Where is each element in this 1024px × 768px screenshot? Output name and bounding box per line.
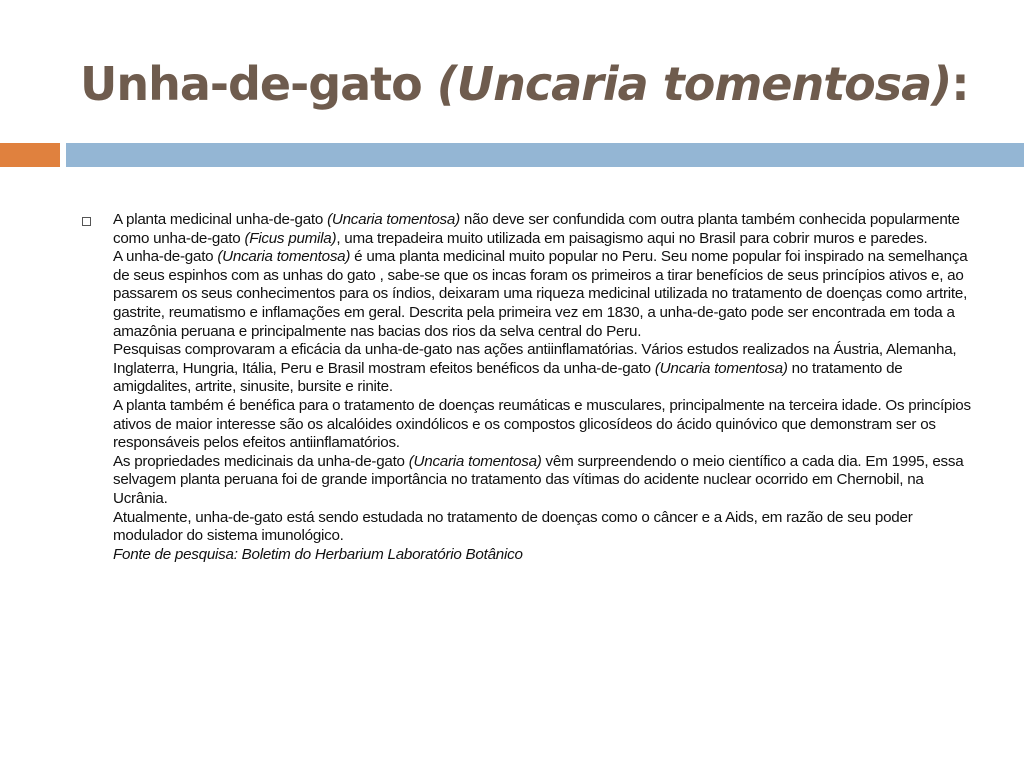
body-text-run: não deve ser confundida com outra planta também conhecida popularmente como unha-de-gato [113, 211, 960, 247]
body-paragraph [113, 211, 982, 248]
content-area [82, 211, 982, 564]
accent-bar-blue [66, 143, 1024, 167]
body-paragraph [113, 453, 982, 509]
bullet-item [82, 211, 982, 564]
body-paragraph [113, 248, 982, 341]
body-text-run: vêm surpreendendo o meio científico a cada dia. Em 1995, essa selvagem planta peruana foi de grande importância no tratamento das vítimas do acidente nuclear ocorrido em Chernobil, na Ucrânia. [113, 452, 964, 507]
body-text-run: A planta medicinal unha-de-gato [113, 211, 328, 228]
square-bullet-icon [82, 217, 91, 226]
body-paragraph [113, 341, 982, 397]
body-text-run: A planta também é benéfica para o tratamento de doenças reumáticas e musculares, principalmente na terceira idade. Os princípios ativos de maior interesse são os alcalóides oxindólicos e os compostos glicosídeos do ácido quinóvico que demonstram ser os responsáveis pelos efeitos antiinflamatórios. [113, 396, 971, 452]
italic-text: (Uncaria tomentosa) [654, 359, 788, 377]
body-paragraph [113, 546, 982, 565]
italic-text: (Uncaria tomentosa) [327, 211, 460, 228]
italic-text: (Uncaria tomentosa) [217, 248, 351, 266]
body-text-run: As propriedades medicinais da unha-de-gato [113, 452, 409, 470]
italic-text: (Ficus pumila) [244, 229, 337, 247]
body-text-run: Atualmente, unha-de-gato está sendo estudada no tratamento de doenças como o câncer e a Aids, em razão de seu poder modulador do sistema imunológico. [113, 508, 913, 545]
body-text-run: no tratamento de amigdalites, artrite, sinusite, bursite e rinite. [113, 359, 903, 396]
body-paragraph [113, 397, 982, 453]
body-text-run: A unha-de-gato [113, 248, 218, 266]
body-text-run: é uma planta medicinal muito popular no Peru. Seu nome popular foi inspirado na semelhança de seus espinhos com as unhas do gato , sabe-se que os incas foram os primeiros a tirar benefícios de seus princípios ativos e, ao passarem os seus conhecimentos para os índios, deixaram uma riqueza medicinal utilizada no tratamento de doenças como artrite, gastrite, reumatismo e inflamações em geral. Descrita pela primeira vez em 1830, a unha-de-gato pode ser encontrada em toda a amazônia peruana e principalmente nas bacias dos rios da selva central do Peru. [113, 248, 968, 340]
body-paragraph [113, 509, 982, 546]
italic-text: (Uncaria tomentosa) [408, 452, 542, 470]
title-main: Unha-de-gato [80, 57, 437, 111]
slide-title [80, 52, 1000, 116]
accent-bar-orange [0, 143, 60, 167]
body-text-run: Pesquisas comprovaram a eficácia da unha-de-gato nas ações antiinflamatórias. Vários estudos realizados na Áustria, Alemanha, Inglaterra, Hungria, Itália, Peru e Brasil mostram efeitos benéficos da unha-de-gato [113, 341, 957, 377]
body-text-run: , uma trepadeira muito utilizada em paisagismo aqui no Brasil para cobrir muros e paredes. [336, 229, 928, 247]
title-scientific-name: (Uncaria tomentosa) [436, 57, 952, 111]
bullet-text [113, 211, 982, 564]
italic-text: Fonte de pesquisa: Boletim do Herbarium Laboratório Botânico [113, 545, 523, 563]
title-colon: : [951, 57, 969, 111]
